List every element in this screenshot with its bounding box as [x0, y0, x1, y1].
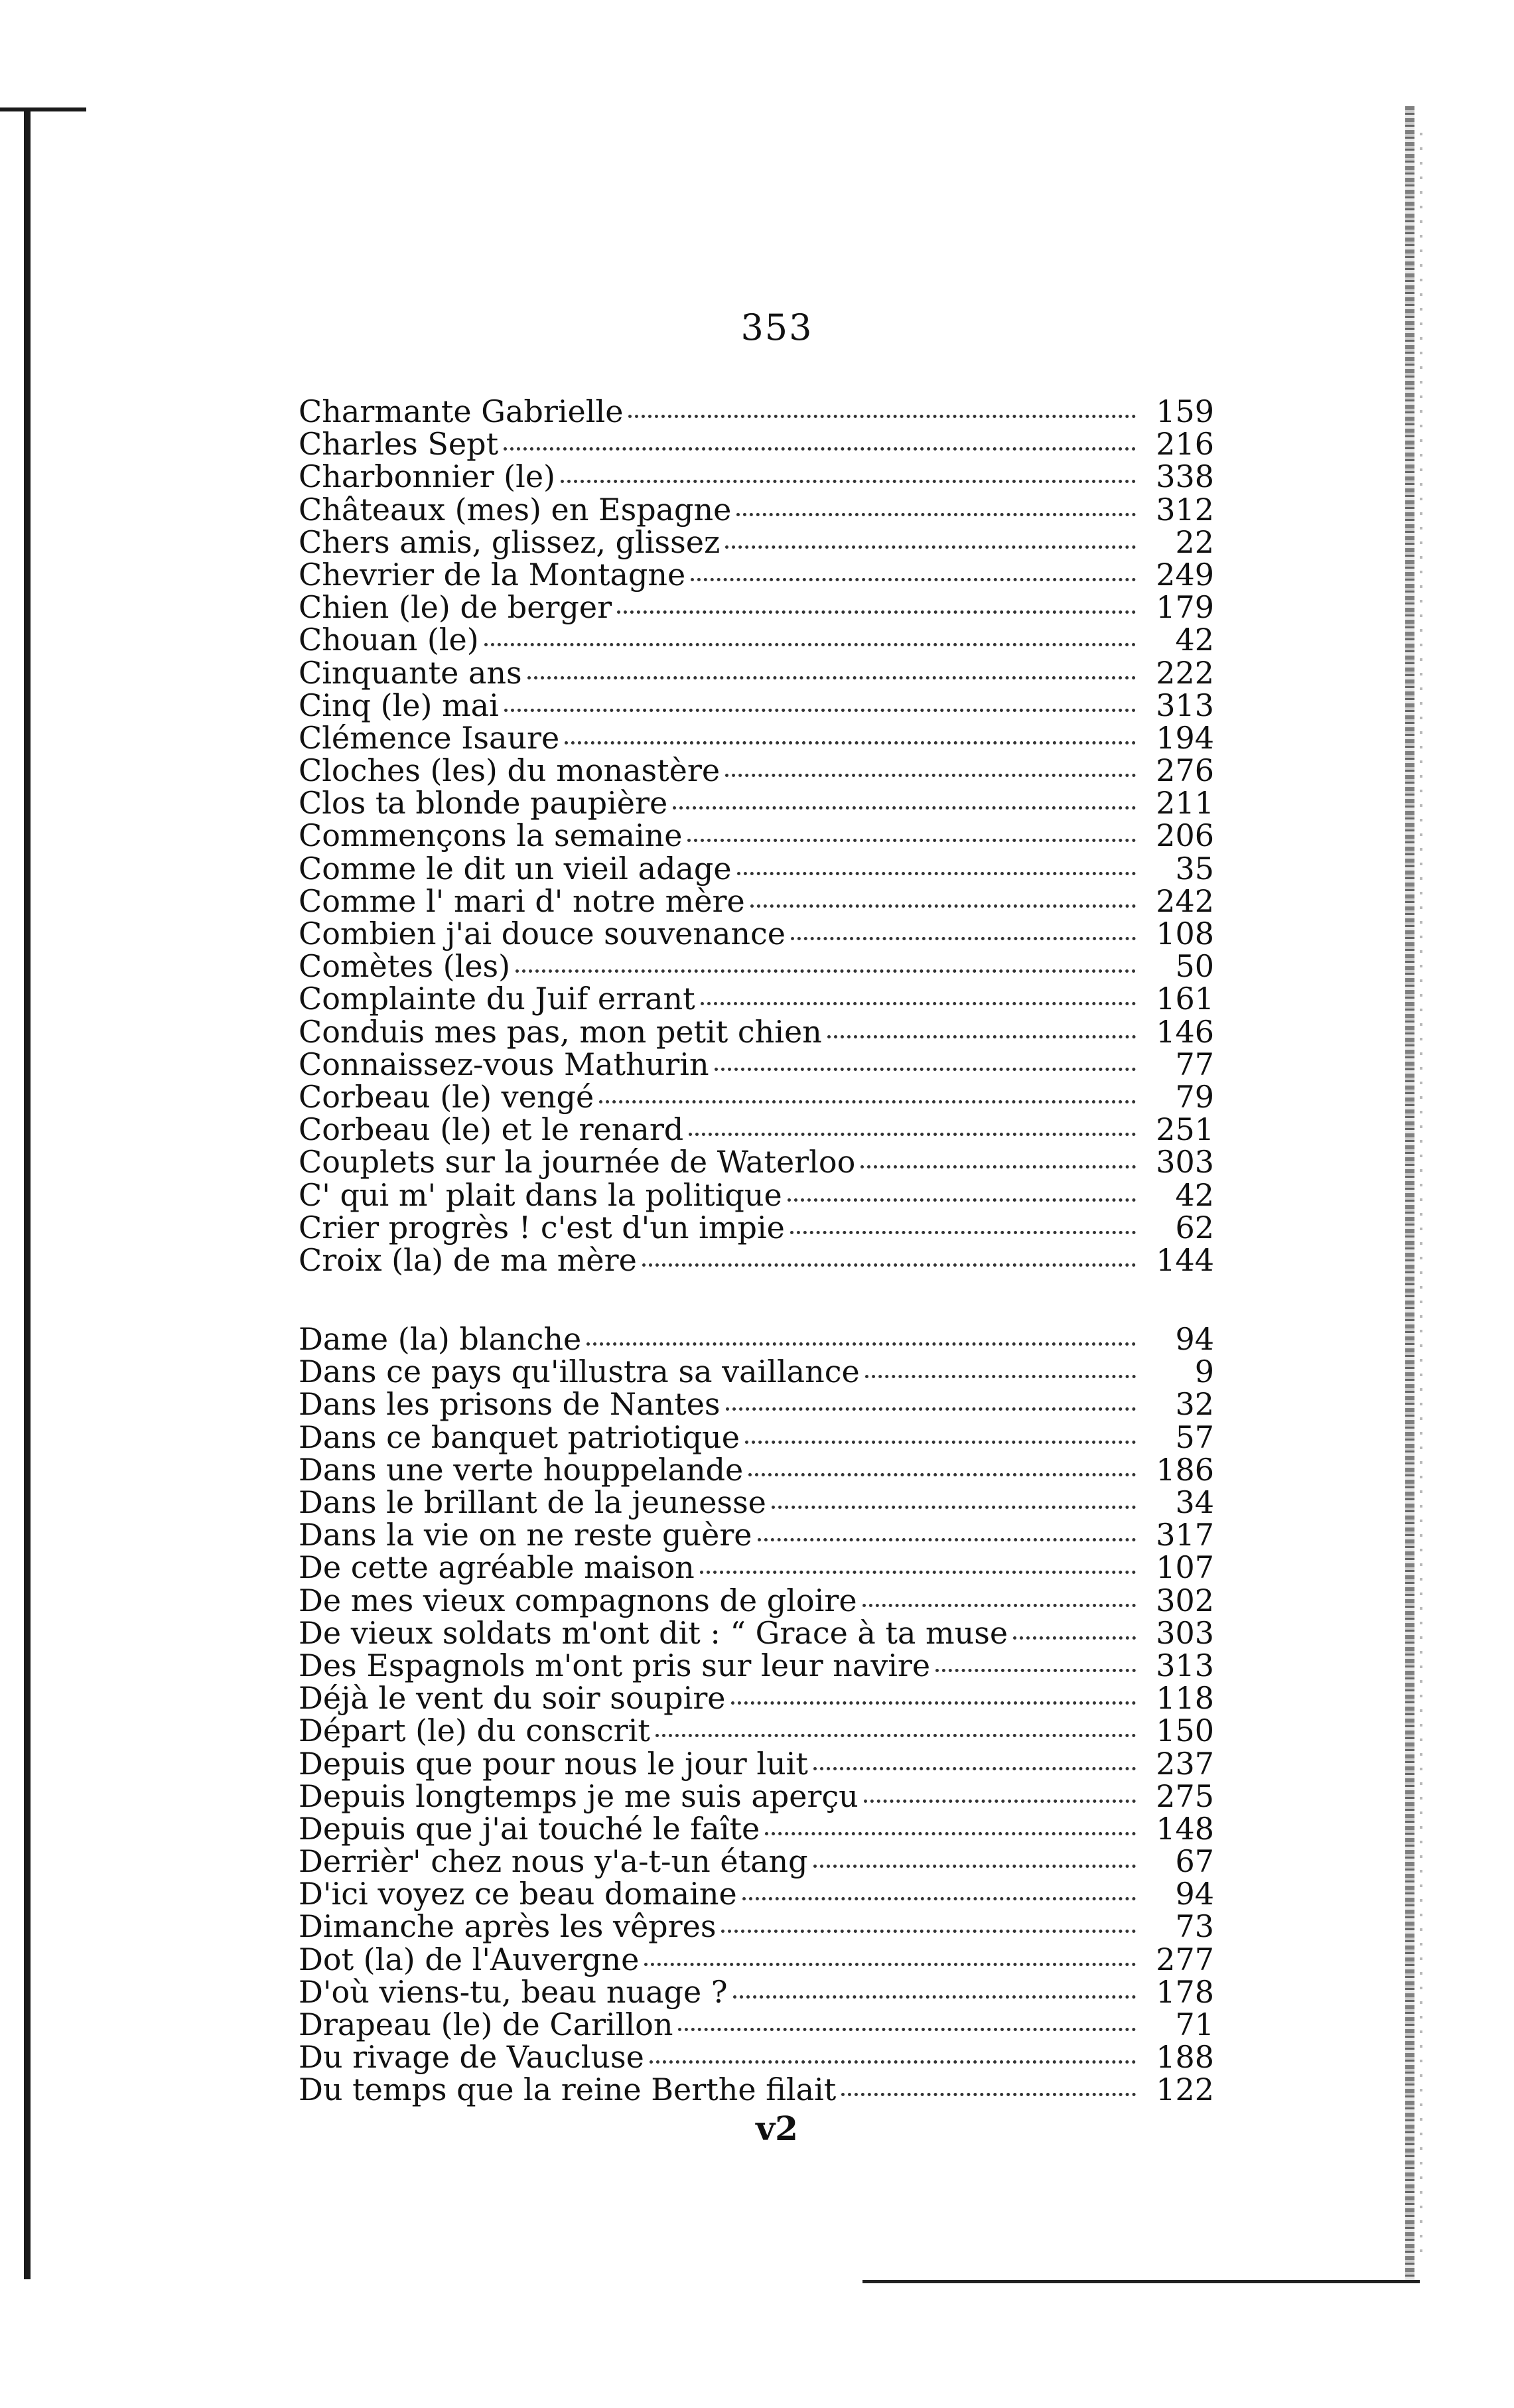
entry-title: Combien j'ai douce souvenance — [299, 916, 786, 952]
index-entry — [299, 918, 1214, 950]
index-entry — [299, 850, 1214, 886]
entry-title: Dans ce banquet patriotique — [299, 1419, 740, 1455]
entry-page: 79 — [1175, 1078, 1214, 1115]
entry-title: Croix (la) de ma mère — [299, 1241, 637, 1278]
dot-leader — [860, 1165, 1136, 1169]
index-entry — [299, 1973, 1214, 2010]
entry-title: Comètes (les) — [299, 948, 511, 985]
entry-title: Charmante Gabrielle — [299, 393, 624, 429]
page-stack-edge — [1405, 106, 1414, 2283]
entry-title: Dot (la) de l'Auvergne — [299, 1941, 640, 1977]
index-entry — [299, 950, 1214, 983]
entry-page: 303 — [1156, 1614, 1214, 1651]
entry-page: 144 — [1156, 1241, 1214, 1278]
index-entry — [299, 819, 1214, 852]
entry-page: 194 — [1156, 719, 1214, 756]
entry-page: 206 — [1156, 817, 1214, 854]
entry-page: 9 — [1194, 1354, 1214, 1390]
entry-title: Dans les prisons de Nantes — [299, 1386, 721, 1423]
index-entry — [299, 1241, 1214, 1278]
dot-leader — [813, 1767, 1136, 1770]
dot-leader — [599, 1100, 1136, 1103]
dot-leader — [561, 480, 1136, 483]
entry-title: Clémence Isaure — [299, 719, 560, 756]
entry-title: Couplets sur la journée de Waterloo — [299, 1144, 856, 1180]
entry-title: Conduis mes pas, mon petit chien — [299, 1013, 822, 1050]
index-entry — [299, 1048, 1214, 1081]
page-stack-edge-marks — [1420, 133, 1422, 2256]
index-entry — [299, 885, 1214, 918]
dot-leader — [687, 839, 1136, 842]
index-entry — [299, 754, 1214, 787]
entry-page: 146 — [1156, 1013, 1214, 1050]
index-entry — [299, 787, 1214, 819]
entry-page: 338 — [1156, 459, 1214, 495]
dot-leader — [673, 806, 1136, 810]
dot-leader — [813, 1865, 1136, 1868]
dot-leader — [865, 1375, 1136, 1378]
index-entry — [299, 1486, 1214, 1519]
index-entry — [299, 1176, 1214, 1213]
dot-leader — [701, 1002, 1136, 1005]
index-entry — [299, 983, 1214, 1015]
entry-page: 237 — [1156, 1745, 1214, 1782]
entry-title: Commençons la semaine — [299, 817, 683, 854]
entry-title: Dimanche après les vêpres — [299, 1908, 717, 1945]
entry-page: 148 — [1156, 1810, 1214, 1847]
song-index — [299, 395, 1214, 2107]
dot-leader — [765, 1832, 1136, 1835]
dot-leader — [484, 643, 1136, 646]
index-entry — [299, 1078, 1214, 1115]
entry-title: Comme l' mari d' notre mère — [299, 883, 745, 919]
index-entry — [299, 1451, 1214, 1488]
entry-title: Chien (le) de berger — [299, 589, 612, 626]
dot-leader — [736, 513, 1136, 516]
index-entry — [299, 1780, 1214, 1813]
entry-title: Chevrier de la Montagne — [299, 556, 686, 593]
entry-page: 32 — [1175, 1386, 1214, 1423]
entry-page: 122 — [1156, 2072, 1214, 2108]
dot-leader — [725, 545, 1136, 549]
entry-page: 313 — [1156, 687, 1214, 723]
entry-page: 275 — [1156, 1778, 1214, 1814]
index-entry — [299, 1682, 1214, 1715]
entry-page: 179 — [1156, 589, 1214, 626]
entry-page: 150 — [1156, 1713, 1214, 1749]
binding-edge — [24, 109, 31, 2279]
entry-page: 312 — [1156, 491, 1214, 528]
entry-title: Cinq (le) mai — [299, 687, 499, 723]
entry-page: 108 — [1156, 916, 1214, 952]
index-entry — [299, 1614, 1214, 1651]
dot-leader — [725, 774, 1136, 777]
entry-title: De mes vieux compagnons de gloire — [299, 1582, 857, 1618]
entry-page: 22 — [1175, 524, 1214, 560]
page-number: 353 — [740, 307, 813, 348]
entry-page: 277 — [1156, 1941, 1214, 1977]
entry-page: 50 — [1175, 948, 1214, 985]
dot-leader — [935, 1669, 1136, 1672]
dot-leader — [862, 1604, 1136, 1607]
entry-page: 178 — [1156, 1973, 1214, 2010]
entry-page: 222 — [1156, 654, 1214, 691]
entry-page: 186 — [1156, 1451, 1214, 1488]
entry-title: Cloches (les) du monastère — [299, 752, 721, 789]
entry-title: Du temps que la reine Berthe filait — [299, 2072, 837, 2108]
entry-title: Clos ta blonde paupière — [299, 785, 668, 821]
entry-title: Départ (le) du conscrit — [299, 1713, 650, 1749]
dot-leader — [731, 1701, 1136, 1705]
dot-leader — [791, 937, 1136, 940]
entry-page: 242 — [1156, 883, 1214, 919]
dot-leader — [504, 709, 1136, 712]
entry-page: 94 — [1175, 1876, 1214, 1912]
entry-page: 107 — [1156, 1549, 1214, 1586]
entry-title: Des Espagnols m'ont pris sur leur navire — [299, 1647, 931, 1683]
index-entry — [299, 1146, 1214, 1178]
entry-page: 302 — [1156, 1582, 1214, 1618]
dot-leader — [617, 610, 1136, 614]
dot-leader — [691, 578, 1136, 581]
entry-page: 313 — [1156, 1647, 1214, 1683]
entry-title: Dans ce pays qu'illustra sa vaillance — [299, 1354, 860, 1390]
index-entry — [299, 719, 1214, 756]
dot-leader — [737, 872, 1136, 875]
entry-page: 118 — [1156, 1680, 1214, 1717]
entry-title: Dans la vie on ne reste guère — [299, 1517, 752, 1553]
binding-edge-top — [0, 107, 86, 111]
entry-title: Chouan (le) — [299, 622, 479, 658]
entry-page: 57 — [1175, 1419, 1214, 1455]
entry-title: D'où viens-tu, beau nuage ? — [299, 1973, 728, 2010]
entry-page: 303 — [1156, 1144, 1214, 1180]
index-entry — [299, 1209, 1214, 1245]
entry-page: 42 — [1175, 622, 1214, 658]
entry-page: 317 — [1156, 1517, 1214, 1553]
entry-title: Crier progrès ! c'est d'un impie — [299, 1209, 785, 1245]
entry-title: Derrièr' chez nous y'a-t-un étang — [299, 1843, 808, 1880]
dot-leader — [642, 1263, 1136, 1267]
entry-page: 34 — [1175, 1484, 1214, 1520]
entry-title: Cinquante ans — [299, 654, 522, 691]
index-entry — [299, 2041, 1214, 2074]
entry-page: 161 — [1156, 981, 1214, 1017]
entry-title: Chers amis, glissez, glissez — [299, 524, 721, 560]
entry-title: Dans le brillant de la jeunesse — [299, 1484, 766, 1520]
entry-page: 42 — [1175, 1176, 1214, 1213]
dot-leader — [790, 1231, 1136, 1234]
dot-leader — [733, 1995, 1136, 1999]
dot-leader — [721, 1930, 1136, 1933]
dot-leader — [689, 1133, 1136, 1136]
entry-title: Drapeau (le) de Carillon — [299, 2007, 673, 2042]
bottom-rule — [862, 2280, 1420, 2283]
dot-leader — [750, 904, 1136, 908]
dot-leader — [586, 1342, 1136, 1346]
index-entry — [299, 1013, 1214, 1050]
index-entry — [299, 624, 1214, 656]
index-entry — [299, 689, 1214, 722]
dot-leader — [748, 1473, 1136, 1476]
entry-title: Dame (la) blanche — [299, 1321, 582, 1358]
entry-page: 249 — [1156, 556, 1214, 593]
dot-leader — [726, 1407, 1136, 1411]
entry-title: D'ici voyez ce beau domaine — [299, 1876, 737, 1912]
index-entry — [299, 2009, 1214, 2041]
dot-leader — [745, 1441, 1136, 1444]
dot-leader — [565, 741, 1136, 744]
index-entry — [299, 1878, 1214, 1910]
index-entry — [299, 1582, 1214, 1618]
index-entry — [299, 460, 1214, 493]
entry-page: 67 — [1175, 1843, 1214, 1880]
index-entry — [299, 395, 1214, 428]
entry-title: Corbeau (le) vengé — [299, 1078, 594, 1115]
entry-page: 73 — [1175, 1908, 1214, 1945]
dot-leader — [1013, 1636, 1136, 1640]
entry-page: 211 — [1156, 785, 1214, 821]
index-entry — [299, 491, 1214, 528]
dot-leader — [628, 415, 1136, 418]
dot-leader — [715, 1068, 1136, 1071]
index-entry — [299, 1421, 1214, 1454]
index-entry — [299, 2074, 1214, 2106]
index-entry — [299, 1113, 1214, 1146]
entry-page: 62 — [1175, 1209, 1214, 1245]
index-entry — [299, 654, 1214, 691]
section-gap — [299, 1277, 1214, 1323]
index-entry — [299, 1551, 1214, 1584]
entry-title: Connaissez-vous Mathurin — [299, 1046, 709, 1082]
entry-title: De cette agréable maison — [299, 1549, 695, 1586]
dot-leader — [700, 1571, 1136, 1574]
dot-leader — [841, 2093, 1136, 2096]
entry-page: 159 — [1156, 393, 1214, 429]
index-entry — [299, 1519, 1214, 1551]
index-entry — [299, 1941, 1214, 1977]
entry-title: Comme le dit un vieil adage — [299, 850, 732, 886]
entry-title: Du rivage de Vaucluse — [299, 2039, 644, 2076]
entry-page: 94 — [1175, 1321, 1214, 1358]
entry-page: 251 — [1156, 1111, 1214, 1148]
dot-leader — [644, 1963, 1136, 1966]
index-entry — [299, 1745, 1214, 1782]
entry-title: Complainte du Juif errant — [299, 981, 695, 1017]
entry-title: Corbeau (le) et le renard — [299, 1111, 684, 1148]
entry-page: 216 — [1156, 426, 1214, 462]
index-entry — [299, 556, 1214, 593]
index-entry — [299, 1845, 1214, 1878]
index-entry — [299, 1647, 1214, 1683]
entry-title: Charles Sept — [299, 426, 499, 462]
entry-title: De vieux soldats m'ont dit : “ Grace à ta muse — [299, 1614, 1008, 1651]
index-entry — [299, 1910, 1214, 1943]
dot-leader — [650, 2060, 1136, 2064]
entry-page: 276 — [1156, 752, 1214, 789]
dot-leader — [527, 676, 1136, 679]
index-entry — [299, 1810, 1214, 1847]
dot-leader — [655, 1734, 1136, 1737]
entry-title: Depuis longtemps je me suis aperçu — [299, 1778, 859, 1814]
index-entry — [299, 591, 1214, 624]
index-entry — [299, 526, 1214, 559]
entry-page: 77 — [1175, 1046, 1214, 1082]
entry-page: 71 — [1175, 2007, 1214, 2042]
entry-title: Depuis que pour nous le jour luit — [299, 1745, 808, 1782]
dot-leader — [516, 969, 1136, 973]
dot-leader — [742, 1897, 1136, 1900]
dot-leader — [758, 1538, 1136, 1541]
dot-leader — [772, 1506, 1136, 1509]
entry-page: 188 — [1156, 2039, 1214, 2076]
entry-title: Dans une verte houppelande — [299, 1451, 744, 1488]
dot-leader — [864, 1800, 1136, 1803]
entry-title: C' qui m' plait dans la politique — [299, 1176, 782, 1213]
index-entry — [299, 428, 1214, 460]
index-entry — [299, 1323, 1214, 1356]
index-entry — [299, 1388, 1214, 1421]
dot-leader — [788, 1198, 1136, 1202]
entry-title: Déjà le vent du soir soupire — [299, 1680, 726, 1717]
entry-page: 35 — [1175, 850, 1214, 886]
dot-leader — [827, 1035, 1136, 1038]
index-entry — [299, 1715, 1214, 1747]
entry-title: Depuis que j'ai touché le faîte — [299, 1810, 760, 1847]
dot-leader — [504, 447, 1136, 451]
index-entry — [299, 1356, 1214, 1388]
dot-leader — [678, 2028, 1136, 2031]
signature-mark: v2 — [756, 2109, 798, 2148]
entry-title: Charbonnier (le) — [299, 459, 556, 495]
entry-title: Châteaux (mes) en Espagne — [299, 491, 732, 528]
